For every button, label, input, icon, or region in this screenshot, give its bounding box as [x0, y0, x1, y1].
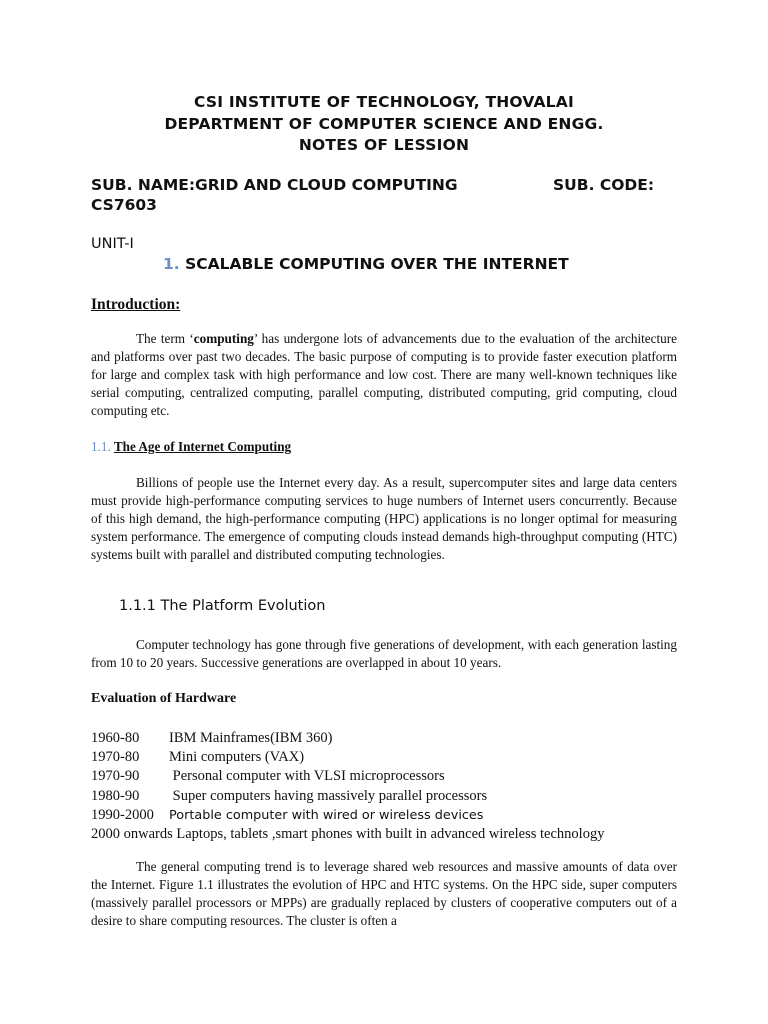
section-1-1-1-heading: 1.1.1 The Platform Evolution — [119, 598, 326, 614]
intro-text-rest: ’ has undergone lots of advancements due to the evaluation of the architecture and platforms over past two decades. The basic purpose of computing is to provide faster execution platform for large and complex task with high performance and low cost. There are many well-known techniques like serial computing, centralized computing, parallel computing, distributed computing, grid computing, cloud computing etc. — [91, 331, 677, 418]
hardware-row — [91, 767, 604, 786]
subject-code-label: SUB. CODE: — [553, 176, 655, 194]
hardware-heading: Evaluation of Hardware — [91, 691, 237, 706]
section-1-1-title: The Age of Internet Computing — [113, 439, 292, 454]
subject-code-value: CS7603 — [91, 196, 157, 214]
hardware-row — [91, 787, 604, 806]
hardware-years: 1980-90 — [91, 787, 140, 804]
hardware-years: 1970-90 — [91, 768, 140, 785]
closing-paragraph — [91, 858, 677, 930]
hardware-row — [91, 729, 604, 748]
section-1-1-number: 1.1. — [91, 439, 111, 454]
hardware-row — [91, 748, 604, 767]
section-1-1-1-paragraph — [91, 636, 677, 672]
hardware-desc: IBM Mainframes(IBM 360) — [169, 730, 333, 746]
document-header — [0, 92, 768, 157]
department-name: DEPARTMENT OF COMPUTER SCIENCE AND ENGG. — [164, 114, 604, 133]
closing-text: The general computing trend is to leverage shared web resources and massive amounts of data over the Internet. Figure 1.1 illustrates the evolution of HPC and HTC systems. On the HPC side, super computers (massively parallel processors or MPPs) are gradually replaced by clusters of cooperative computers out of a desire to share computing resources. The cluster is often a — [91, 859, 677, 928]
hardware-years: 1970-80 — [91, 749, 140, 766]
section-1-1-text: Billions of people use the Internet every day. As a result, supercomputer sites and large data centers must provide high-performance computing services to huge numbers of Internet users concurrently. Because of this high demand, the high-performance computing (HPC) applications is no longer optimal for measuring system performance. The emergence of computing clouds instead demands high-throughput computing (HTC) systems built with parallel and distributed computing technologies. — [91, 475, 677, 562]
hardware-desc: Mini computers (VAX) — [169, 749, 305, 766]
hardware-years: 1990-2000 — [91, 806, 154, 823]
hardware-years: 1960-80 — [91, 730, 140, 746]
hardware-list — [91, 729, 604, 844]
chapter-heading — [163, 255, 569, 273]
hardware-years: 2000 onwards — [91, 826, 173, 843]
subject-line — [91, 175, 681, 214]
section-1-1-1-text: Computer technology has gone through five generations of development, with each generation lasting from 10 to 20 years. Successive generations are overlapped in about 10 years. — [91, 637, 677, 670]
chapter-number: 1. — [163, 255, 180, 273]
subject-name: SUB. NAME:GRID AND CLOUD COMPUTING — [91, 176, 458, 194]
hardware-desc: Super computers having massively parallel processors — [169, 787, 488, 804]
hardware-desc: Personal computer with VLSI microprocessors — [169, 768, 445, 785]
section-1-1-paragraph — [91, 474, 677, 564]
hardware-row — [91, 825, 604, 844]
chapter-title: SCALABLE COMPUTING OVER THE INTERNET — [185, 255, 569, 273]
unit-label: UNIT-I — [91, 236, 134, 252]
introduction-heading: Introduction: — [91, 296, 181, 313]
notes-title: NOTES OF LESSION — [298, 136, 470, 154]
hardware-desc: Portable computer with wired or wireless devices — [169, 807, 484, 823]
introduction-paragraph — [91, 330, 677, 420]
institute-name: CSI INSTITUTE OF TECHNOLOGY, THOVALAI — [194, 93, 574, 111]
hardware-desc: Laptops, tablets ,smart phones with built in advanced wireless technology — [176, 826, 605, 843]
intro-text-start: The term ‘ — [136, 331, 194, 346]
section-1-1-heading — [91, 439, 291, 455]
intro-term-computing: computing — [193, 331, 254, 346]
hardware-row — [91, 806, 604, 825]
